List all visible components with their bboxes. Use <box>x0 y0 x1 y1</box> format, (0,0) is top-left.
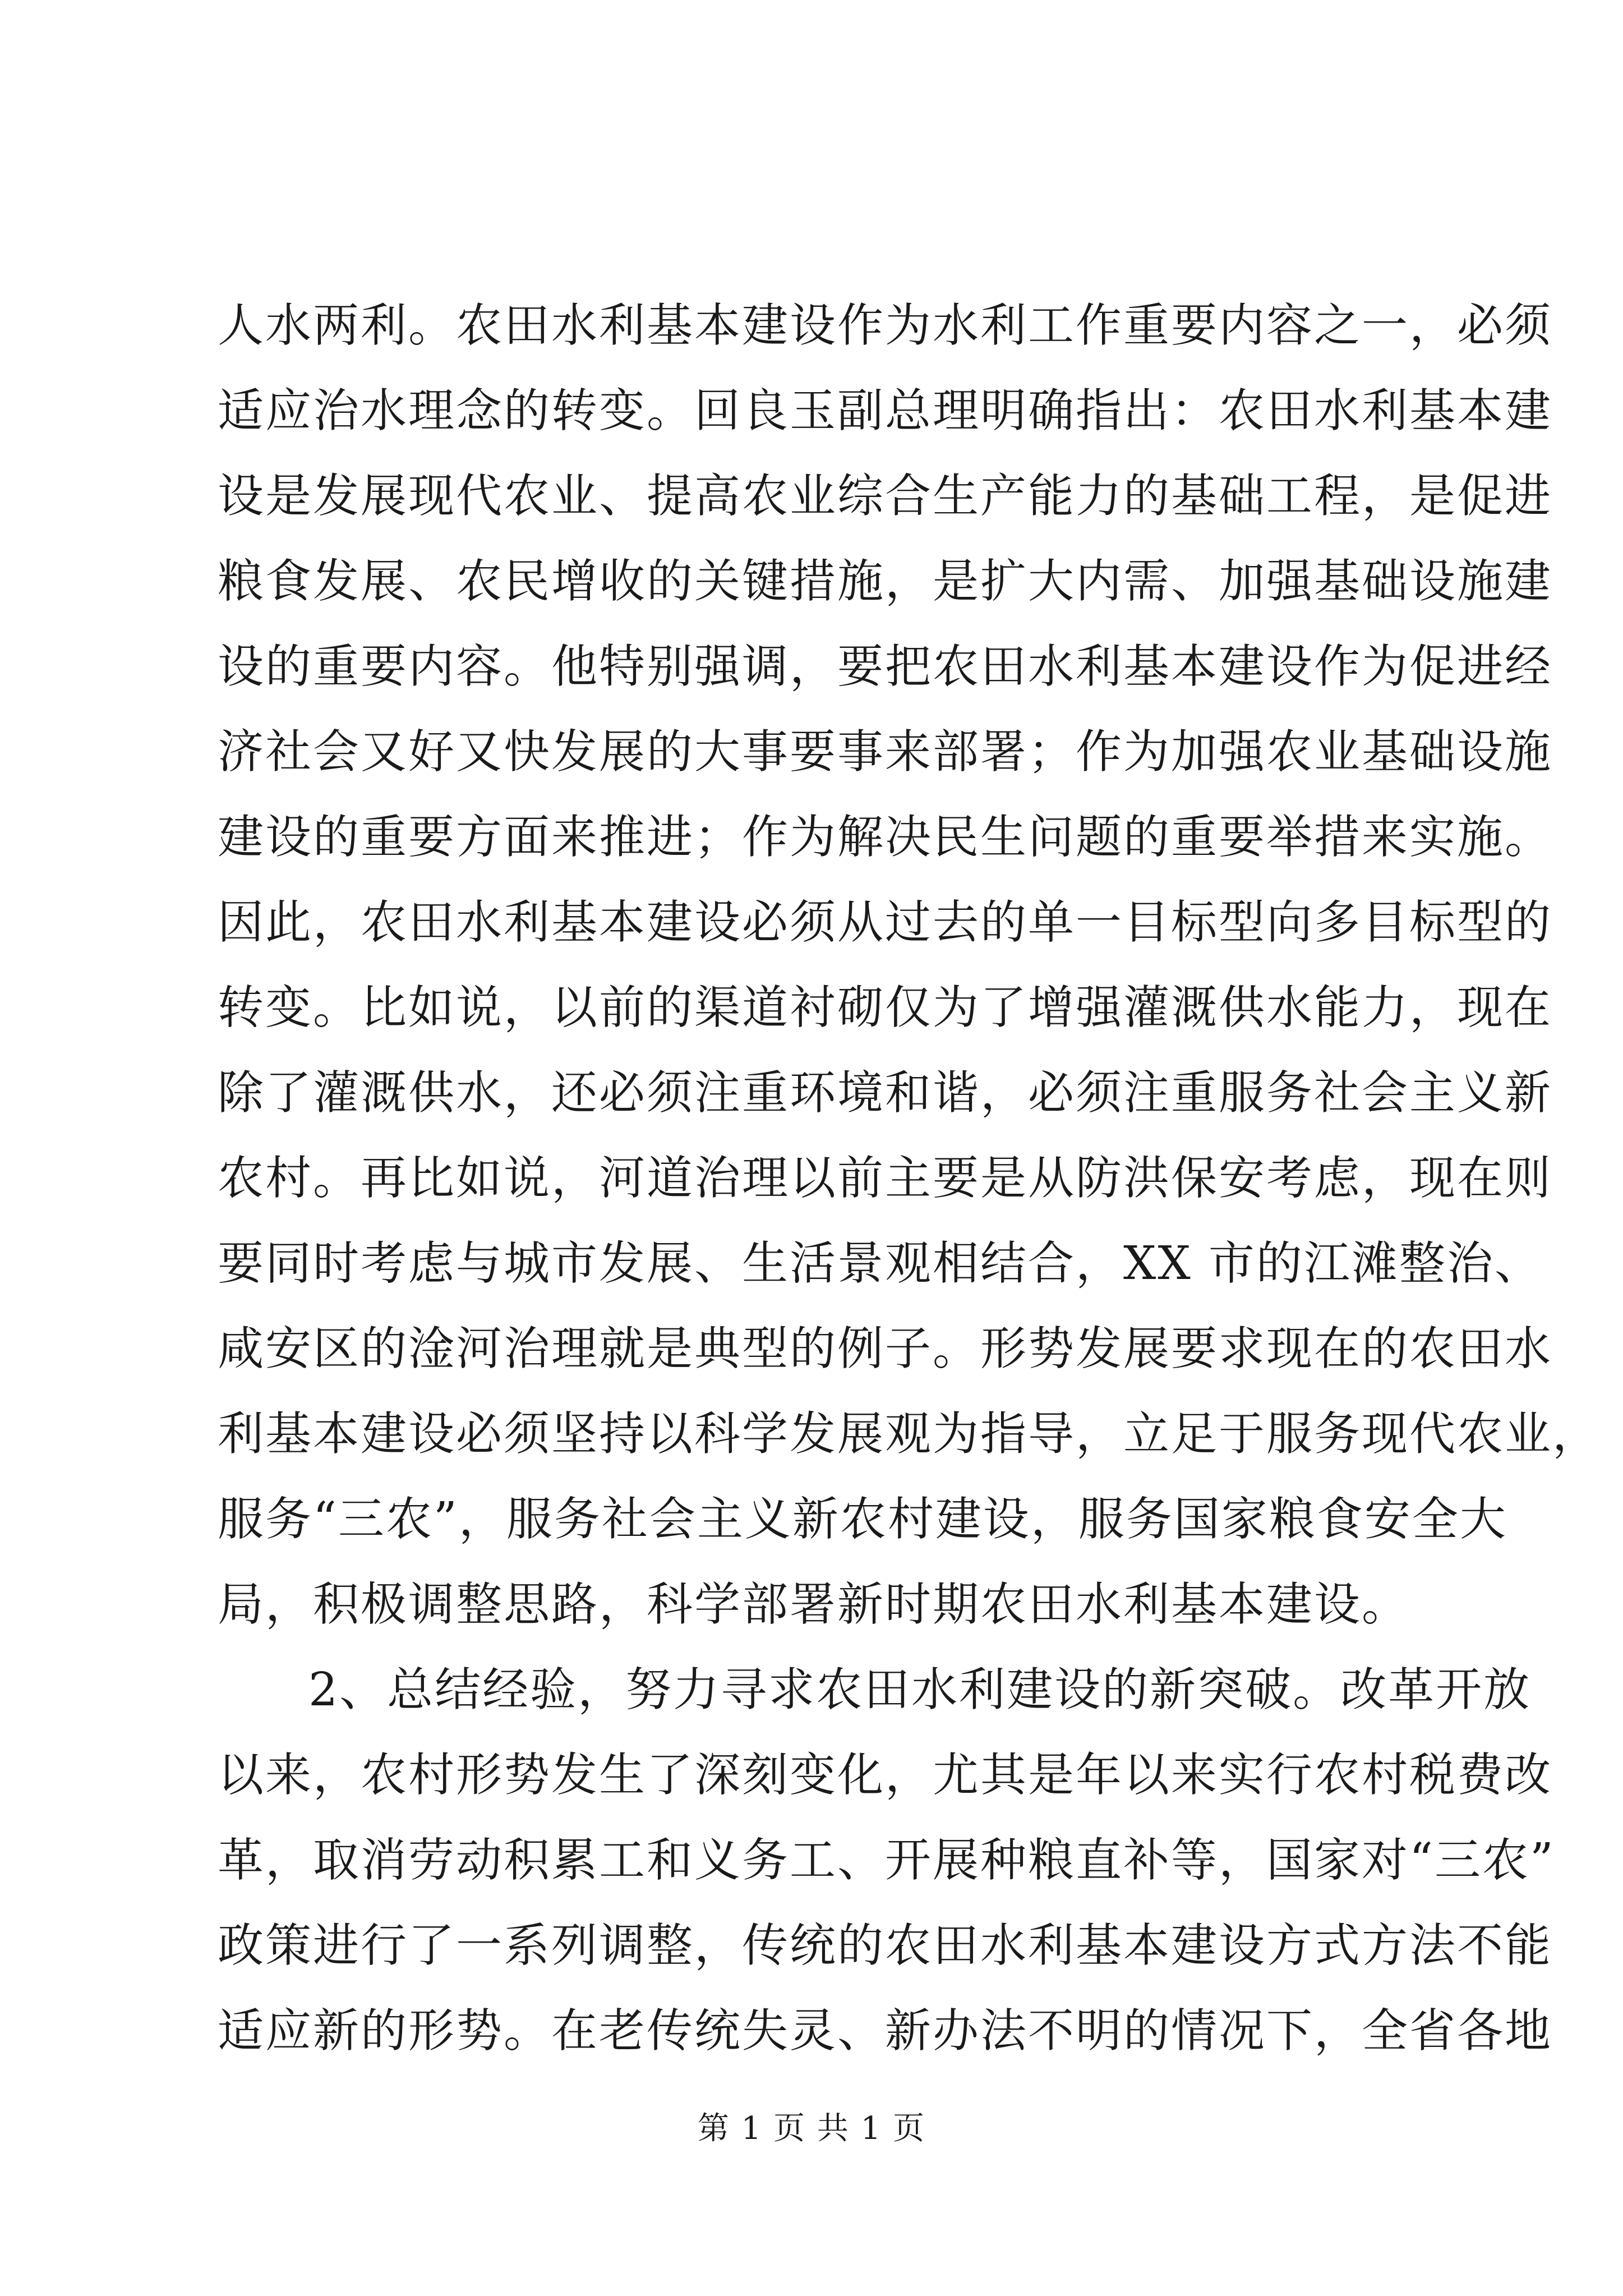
text-line-4: 粮食发展、农民增收的关键措施，是扩大内需、加强基础设施建 <box>218 555 1553 608</box>
text-line-16: 局，积极调整思路，科学部署新时期农田水利基本建设。 <box>218 1578 1410 1631</box>
text-line-2: 适应治水理念的转变。回良玉副总理明确指出：农田水利基本建 <box>218 384 1553 438</box>
page-number-footer: 第 1 页 共 1 页 <box>697 2110 926 2147</box>
text-line-1: 人水两利。农田水利基本建设作为水利工作重要内容之一，必须 <box>218 299 1553 352</box>
text-line-12: 要同时考虑与城市发展、生活景观相结合，XX 市的江滩整治、 <box>218 1237 1542 1290</box>
text-line-18: 以来，农村形势发生了深刻变化，尤其是年以来实行农村税费改 <box>218 1749 1553 1802</box>
text-line-20: 政策进行了一系列调整，传统的农田水利基本建设方式方法不能 <box>218 1919 1553 1972</box>
body-text <box>218 283 1601 2074</box>
text-line-6: 济社会又好又快发展的大事要事来部署；作为加强农业基础设施 <box>218 725 1553 779</box>
text-line-8: 因此，农田水利基本建设必须从过去的单一目标型向多目标型的 <box>218 896 1553 949</box>
text-line-17: 2、总结经验，努力寻求农田水利建设的新突破。改革开放 <box>308 1663 1532 1717</box>
text-line-14: 利基本建设必须坚持以科学发展观为指导，立足于服务现代农业， <box>218 1407 1601 1461</box>
text-line-9: 转变。比如说，以前的渠道衬砌仅为了增强灌溉供水能力，现在 <box>218 981 1553 1034</box>
text-line-21: 适应新的形势。在老传统失灵、新办法不明的情况下，全省各地 <box>218 2004 1553 2058</box>
text-line-15: 服务“三农”，服务社会主义新农村建设，服务国家粮食安全大 <box>218 1493 1507 1546</box>
text-line-13: 咸安区的淦河治理就是典型的例子。形势发展要求现在的农田水 <box>218 1322 1553 1375</box>
text-line-11: 农村。再比如说，河道治理以前主要是从防洪保安考虑，现在则 <box>218 1152 1553 1205</box>
text-line-19: 革，取消劳动积累工和义务工、开展种粮直补等，国家对“三农” <box>218 1834 1555 1887</box>
text-line-7: 建设的重要方面来推进；作为解决民生问题的重要举措来实施。 <box>218 811 1553 864</box>
text-line-10: 除了灌溉供水，还必须注重环境和谐，必须注重服务社会主义新 <box>218 1066 1553 1120</box>
text-line-5: 设的重要内容。他特别强调，要把农田水利基本建设作为促进经 <box>218 640 1553 693</box>
text-line-3: 设是发展现代农业、提高农业综合生产能力的基础工程，是促进 <box>218 470 1553 523</box>
